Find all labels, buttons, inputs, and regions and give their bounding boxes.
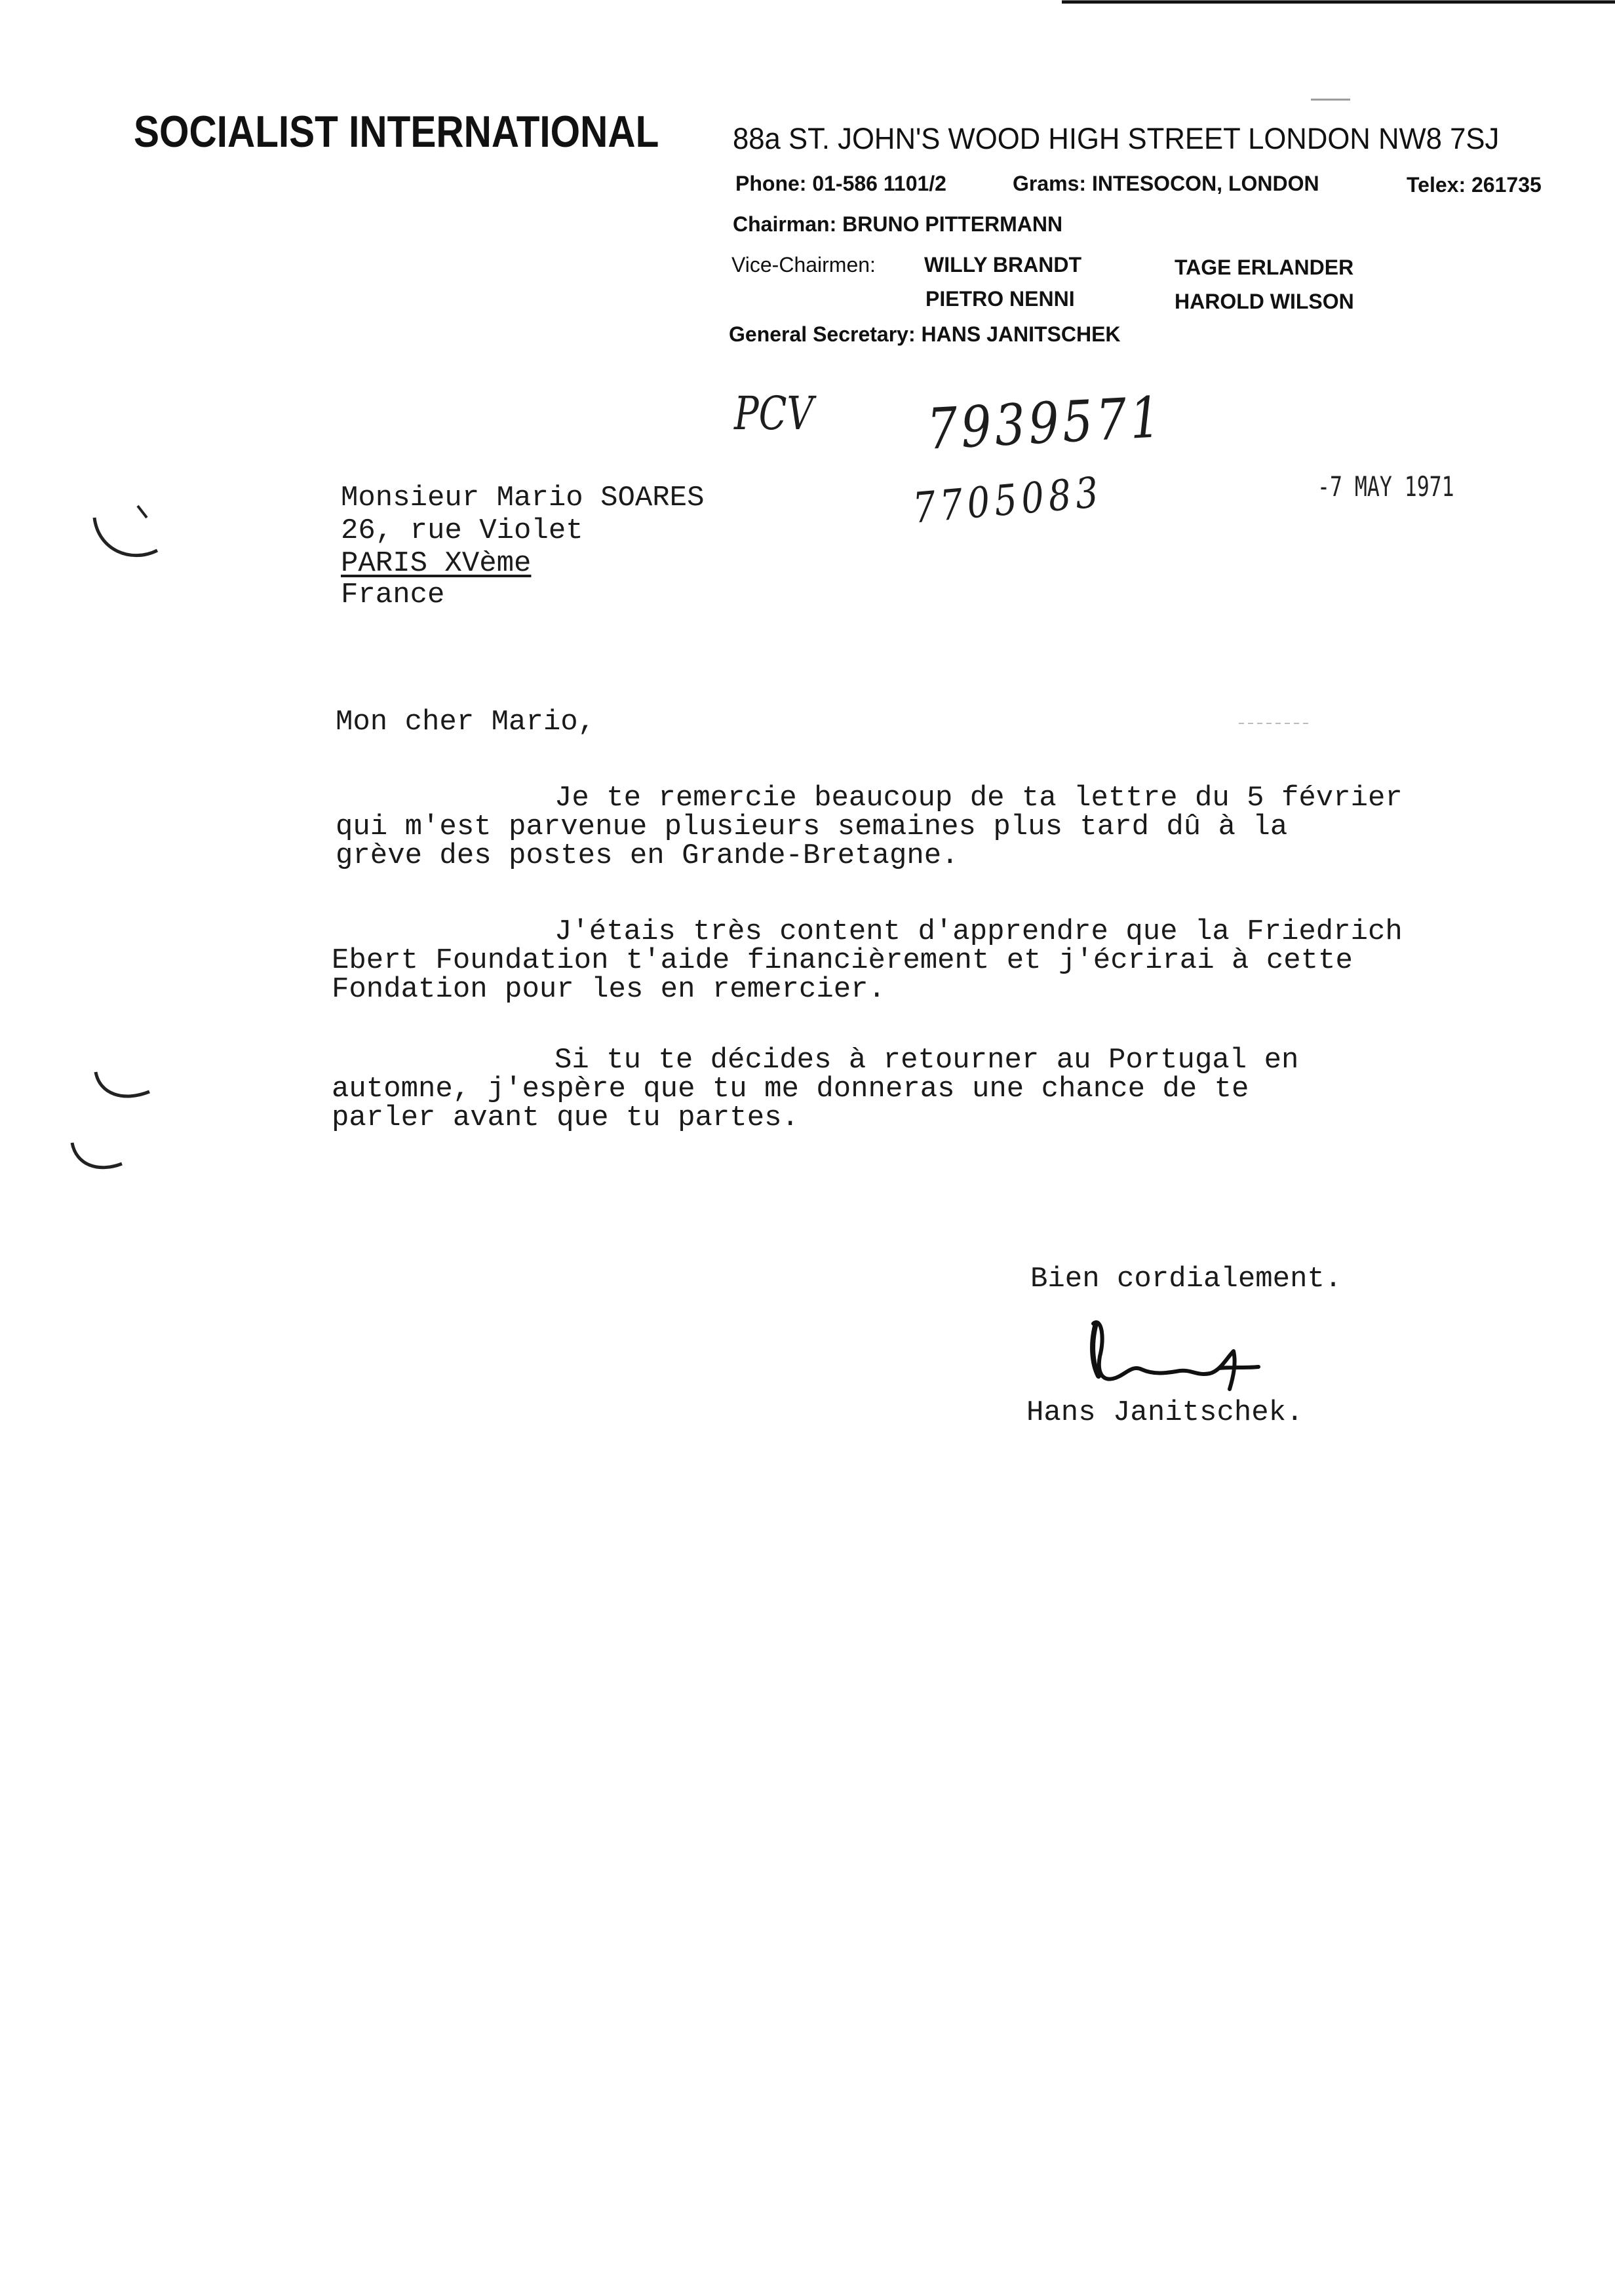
handwritten-number-1: 7939571 (925, 385, 1166, 463)
organization-address: 88a ST. JOHN'S WOOD HIGH STREET LONDON NW8 7SJ (733, 122, 1500, 155)
signatory-name: Hans Janitschek. (1026, 1396, 1304, 1429)
pcv-annotation: PCV (734, 387, 813, 440)
recipient-street: 26, rue Violet (341, 514, 583, 547)
organization-name: SOCIALIST INTERNATIONAL (134, 107, 659, 157)
margin-mark-1 (85, 498, 164, 570)
vice-chairman-3: PIETRO NENNI (925, 287, 1075, 311)
body-line: J'étais très content d'apprendre que la Friedrich (555, 915, 1403, 948)
body-line: automne, j'espère que tu me donneras une chance de te (332, 1073, 1249, 1105)
margin-mark-3 (68, 1140, 127, 1179)
grams-line (1013, 172, 1319, 196)
date-stamp: -7 MAY 1971 (1317, 470, 1454, 503)
telex-value: 261735 (1471, 173, 1542, 197)
vice-chairmen-label: Vice-Chairmen: (731, 253, 876, 277)
chairman-line (733, 212, 1062, 237)
body-line: qui m'est parvenue plusieurs semaines plus tard dû à la (336, 811, 1288, 843)
telex-label: Telex: (1407, 173, 1466, 197)
grams-label: Grams: (1013, 172, 1087, 195)
faint-scan-mark-top (1311, 97, 1363, 104)
body-line: grève des postes en Grande-Bretagne. (336, 839, 959, 872)
vice-chairman-4: HAROLD WILSON (1175, 290, 1354, 313)
margin-mark-2 (90, 1068, 156, 1107)
general-secretary-line (729, 322, 1121, 347)
chairman-label: Chairman: (733, 212, 837, 236)
handwritten-number-2: 7705083 (911, 468, 1105, 533)
body-line: Je te remercie beaucoup de ta lettre du 5 février (555, 782, 1403, 814)
body-line: Si tu te décides à retourner au Portugal en (555, 1044, 1299, 1077)
body-line: Ebert Foundation t'aide financièrement et j'écrirai à cette (332, 944, 1353, 977)
recipient-city: PARIS XVème (341, 547, 532, 580)
top-edge-mark (0, 0, 1615, 13)
body-line: parler avant que tu partes. (332, 1101, 799, 1134)
phone-number: 01-586 1101/2 (812, 172, 946, 195)
faint-scan-mark (1239, 721, 1317, 727)
vice-chairman-2: TAGE ERLANDER (1175, 256, 1354, 279)
general-secretary-name: HANS JANITSCHEK (921, 322, 1121, 346)
closing: Bien cordialement. (1030, 1263, 1342, 1295)
recipient-name: Monsieur Mario SOARES (341, 482, 705, 514)
phone-label: Phone: (735, 172, 807, 195)
general-secretary-label: General Secretary: (729, 322, 916, 346)
grams-value: INTESOCON, LONDON (1091, 172, 1319, 195)
body-line: Fondation pour les en remercier. (332, 973, 885, 1006)
vice-chairman-1: WILLY BRANDT (924, 253, 1081, 277)
recipient-country: France (341, 579, 445, 611)
telex-line (1407, 173, 1542, 197)
phone-line (735, 172, 946, 196)
handwritten-signature (1081, 1311, 1278, 1396)
chairman-name: BRUNO PITTERMANN (842, 212, 1063, 236)
salutation: Mon cher Mario, (336, 706, 596, 738)
